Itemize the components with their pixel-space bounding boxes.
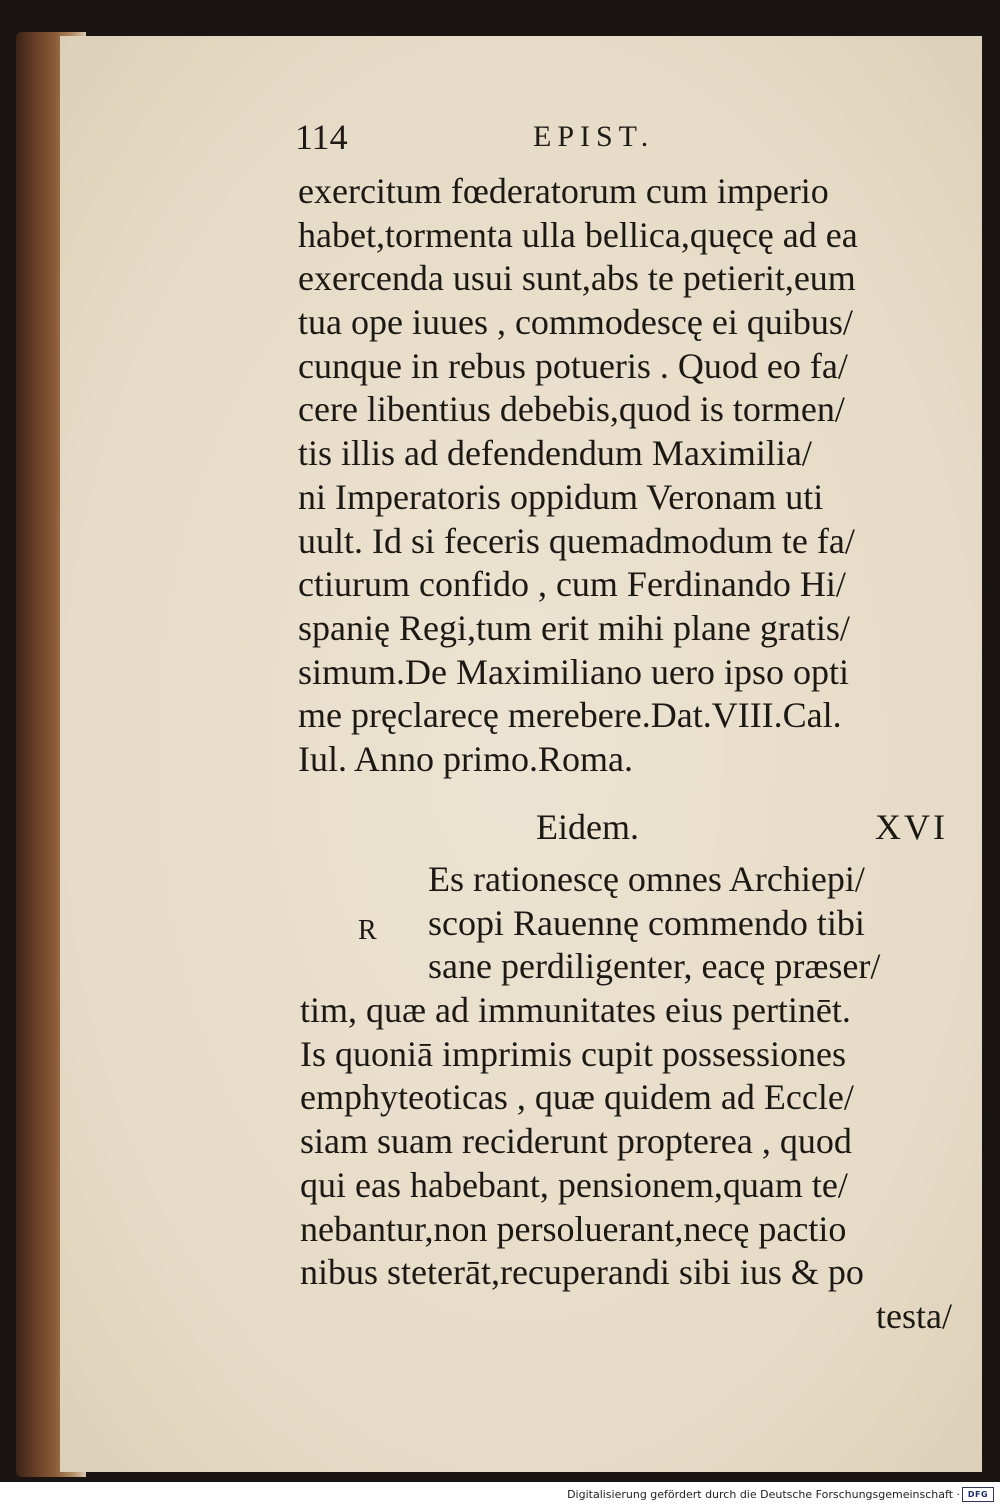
letter-number: XVI: [875, 807, 948, 847]
page-header: [295, 116, 715, 166]
text-line: exercitum fœderatorum cum imperio: [298, 171, 829, 211]
text-line: exercenda usui sunt,abs te petierit,eum: [298, 258, 856, 299]
text-line: cunque in rebus potueris . Quod eo fa/: [298, 345, 848, 386]
text-block-1: [298, 170, 858, 782]
text-line: me pręclarecę merebere.Dat.VIII.Cal.: [298, 695, 842, 736]
text-block-2: [300, 858, 952, 1339]
footer-bar: [0, 1482, 1000, 1505]
running-head: EPIST.: [533, 120, 655, 153]
text-line: ni Imperatoris oppidum Veronam uti: [298, 476, 824, 517]
letter-heading: [298, 806, 948, 852]
text-line: tua ope iuues , commodescę ei quibus/: [298, 302, 853, 343]
catchword: testa/: [876, 1295, 952, 1336]
text-line: tis illis ad defendendum Maximilia/: [298, 433, 812, 474]
text-line: spanię Regi,tum erit mihi plane gratis/: [298, 607, 850, 648]
text-line: habet,tormenta ulla bellica,quęcę ad ea: [298, 214, 858, 255]
dfg-logo: DFG: [962, 1487, 994, 1502]
text-line: siam suam reciderunt propterea , quod: [300, 1121, 852, 1162]
text-line: nebantur,non persoluerant,necę pactio: [300, 1208, 847, 1249]
text-line: sane perdiligenter, eacę præser/: [428, 946, 881, 987]
initial-letter: R: [358, 915, 377, 946]
text-line: Es rationescę omnes Archiepi/: [428, 859, 865, 899]
text-line: simum.De Maximiliano uero ipso opti: [298, 651, 849, 692]
funding-credit: Digitalisierung gefördert durch die Deutsche Forschungsgemeinschaft ·: [567, 1488, 960, 1501]
text-line: uult. Id si feceris quemadmodum te fa/: [298, 520, 855, 561]
text-line: emphyteoticas , quæ quidem ad Eccle/: [300, 1077, 854, 1118]
text-line: nibus steterāt,recuperandi sibi ius & po: [300, 1252, 864, 1293]
text-line: ctiurum confido , cum Ferdinando Hi/: [298, 564, 846, 605]
text-line: qui eas habebant, pensionem,quam te/: [300, 1164, 848, 1205]
letter-title: Eidem.: [536, 807, 639, 847]
text-line: Is quoniā imprimis cupit possessiones: [300, 1033, 846, 1074]
text-line: cere libentius debebis,quod is tormen/: [298, 389, 845, 430]
text-line: Iul. Anno primo.Roma.: [298, 738, 633, 779]
page-number: 114: [295, 117, 348, 157]
text-line: tim, quæ ad immunitates eius pertinēt.: [300, 990, 851, 1031]
text-line: scopi Rauennę commendo tibi: [428, 902, 865, 943]
